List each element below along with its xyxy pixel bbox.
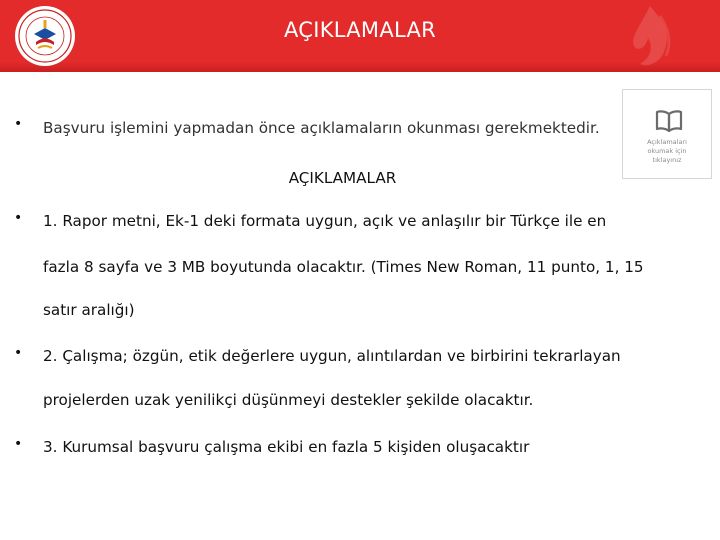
bullet-icon: • — [14, 436, 23, 452]
item-3-line-1: 3. Kurumsal başvuru çalışma ekibi en fazla 5 kişiden oluşacaktır — [43, 438, 530, 456]
book-icon — [655, 110, 683, 132]
page-title: AÇIKLAMALAR — [283, 18, 437, 42]
item-1-line-1: 1. Rapor metni, Ek-1 deki formata uygun, açık ve anlaşılır bir Türkçe ile en — [43, 212, 607, 230]
item-1-line-3: satır aralığı) — [43, 301, 135, 319]
intro-text: Başvuru işlemini yapmadan önce açıklamaların okunması gerekmektedir. — [43, 119, 600, 137]
bullet-icon: • — [14, 210, 23, 226]
bullet-icon: • — [14, 116, 23, 132]
item-1-line-2: fazla 8 sayfa ve 3 MB boyutunda olacaktır. (Times New Roman, 11 punto, 1, 15 — [43, 258, 644, 276]
info-card-line: okumak için — [647, 147, 687, 155]
info-card-caption — [623, 138, 711, 165]
bullet-icon: • — [14, 345, 23, 361]
explanations-link-card[interactable] — [622, 89, 712, 179]
flame-logo-icon — [610, 2, 690, 72]
info-card-line: tıklayınız — [652, 156, 682, 164]
item-2-line-2: projelerden uzak yenilikçi düşünmeyi destekler şekilde olacaktır. — [43, 391, 534, 409]
header-bar — [0, 0, 720, 72]
section-heading: AÇIKLAMALAR — [288, 169, 397, 187]
info-card-line: Açıklamaları — [647, 138, 687, 146]
item-2-line-1: 2. Çalışma; özgün, etik değerlere uygun, alıntılardan ve birbirini tekrarlayan — [43, 347, 621, 365]
